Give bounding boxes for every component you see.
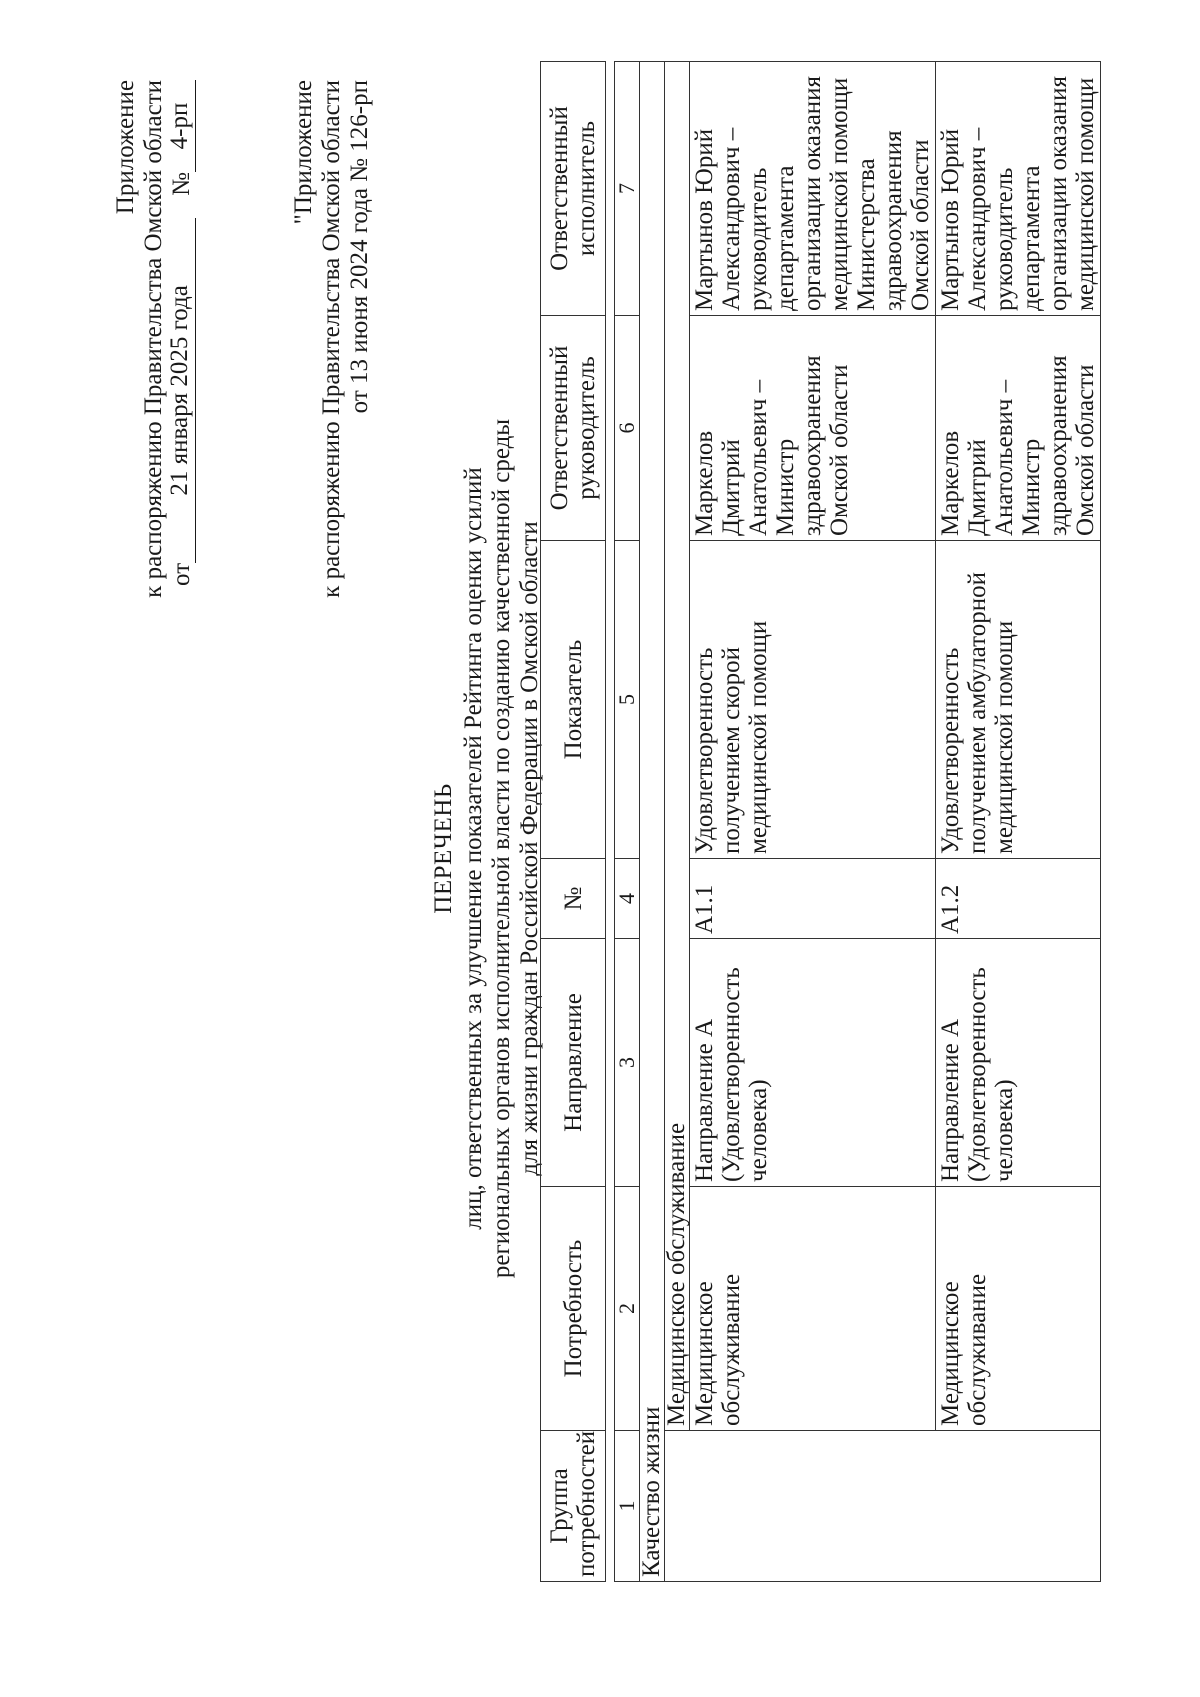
indicator-cell: Удовлетворенность получением скорой медицинской помощи: [690, 541, 936, 859]
head-line: Маркелов: [937, 430, 964, 536]
direction-cell: Направление А (Удовлетворенность человека): [690, 939, 936, 1187]
head-cell: [936, 316, 1101, 541]
section-row: [665, 62, 690, 1582]
executor-line: Омской области: [907, 139, 934, 311]
section-label: Медицинское обслуживание: [665, 62, 690, 1431]
executor-line: организации оказания: [1045, 75, 1072, 311]
column-number-row: [615, 62, 640, 1582]
head-line: Омской области: [1072, 364, 1099, 536]
head-line: здравоохранения: [799, 355, 826, 536]
head-line: Дмитрий: [964, 439, 991, 536]
indicator-cell: Удовлетворенность получением амбулаторной медицинской помощи: [936, 541, 1101, 859]
direction-cell: Направление А (Удовлетворенность человека): [936, 939, 1101, 1187]
appendix-number: 4-рп: [168, 80, 196, 172]
head-line: Министр: [772, 438, 799, 536]
appendix-date-line: [168, 80, 196, 598]
table-header-row: [541, 62, 606, 1582]
document-title-line-3: для жизни граждан Российской Федерации в Омской области: [516, 521, 543, 1176]
header-group: Группа потребностей: [541, 1431, 606, 1582]
column-number: 1: [615, 1431, 640, 1582]
executor-line: руководитель: [745, 167, 772, 311]
group-row: [640, 62, 665, 1582]
executor-line: Александрович –: [718, 127, 745, 311]
header-indicator: Показатель: [541, 541, 606, 859]
header-head: Ответственный руководитель: [541, 316, 606, 541]
column-number: 6: [615, 316, 640, 541]
column-number: 4: [615, 859, 640, 939]
number-cell: А1.2: [936, 859, 1101, 939]
document-title-line-1: лиц, ответственных за улучшение показателей Рейтинга оценки усилий: [460, 467, 487, 1230]
document-heading: ПЕРЕЧЕНЬ: [430, 783, 457, 914]
head-line: Омской области: [826, 364, 853, 536]
executor-line: руководитель: [991, 167, 1018, 311]
executor-line: департамента: [1018, 165, 1045, 311]
executor-cell: [690, 62, 936, 316]
executor-line: организации оказания: [799, 75, 826, 311]
appendix-number-label: №: [168, 172, 195, 196]
executor-line: медицинской помощи: [1072, 77, 1099, 311]
header-number: №: [541, 859, 606, 939]
previous-appendix-header: [290, 80, 374, 598]
document-title: [430, 0, 544, 1697]
number-cell: А1.1: [690, 859, 936, 939]
executor-line: Мартынов Юрий: [691, 128, 718, 311]
executor-line: Министерства: [853, 158, 880, 311]
head-line: здравоохранения: [1045, 355, 1072, 536]
need-cell: Медицинское обслуживание: [690, 1187, 936, 1431]
document-title-line-2: региональных органов исполнительной власти по созданию качественной среды: [488, 418, 515, 1279]
header-direction: Направление: [541, 939, 606, 1187]
header-need: Потребность: [541, 1187, 606, 1431]
appendix-header: [112, 80, 196, 598]
executor-line: медицинской помощи: [826, 77, 853, 311]
head-line: Анатольевич –: [991, 379, 1018, 536]
header-executor: Ответственный исполнитель: [541, 62, 606, 316]
executor-cell: [936, 62, 1101, 316]
head-line: Маркелов: [691, 430, 718, 536]
appendix-title: Приложение: [112, 80, 139, 215]
column-number: 3: [615, 939, 640, 1187]
executor-line: здравоохранения: [880, 130, 907, 311]
previous-appendix-date-line: от 13 июня 2024 года № 126-рп: [346, 80, 373, 414]
appendix-date: 21 января 2025 года: [168, 218, 196, 563]
appendix-order-line: к распоряжению Правительства Омской области: [140, 80, 167, 598]
need-cell: Медицинское обслуживание: [936, 1187, 1101, 1431]
responsible-persons-table: [540, 61, 1101, 1582]
previous-appendix-order-line: к распоряжению Правительства Омской области: [318, 80, 345, 598]
head-line: Министр: [1018, 438, 1045, 536]
executor-line: Александрович –: [964, 127, 991, 311]
previous-appendix-title: "Приложение: [290, 80, 317, 225]
executor-line: департамента: [772, 165, 799, 311]
column-number: 5: [615, 541, 640, 859]
head-line: Анатольевич –: [745, 379, 772, 536]
table-spacer: [606, 62, 615, 1582]
column-number: 2: [615, 1187, 640, 1431]
head-cell: [690, 316, 936, 541]
group-label: Качество жизни: [640, 62, 665, 1582]
table-row: [936, 62, 1101, 1582]
head-line: Дмитрий: [718, 439, 745, 536]
executor-line: Мартынов Юрий: [937, 128, 964, 311]
table-row: [690, 62, 936, 1582]
appendix-from-label: от: [168, 562, 195, 586]
column-number: 7: [615, 62, 640, 316]
